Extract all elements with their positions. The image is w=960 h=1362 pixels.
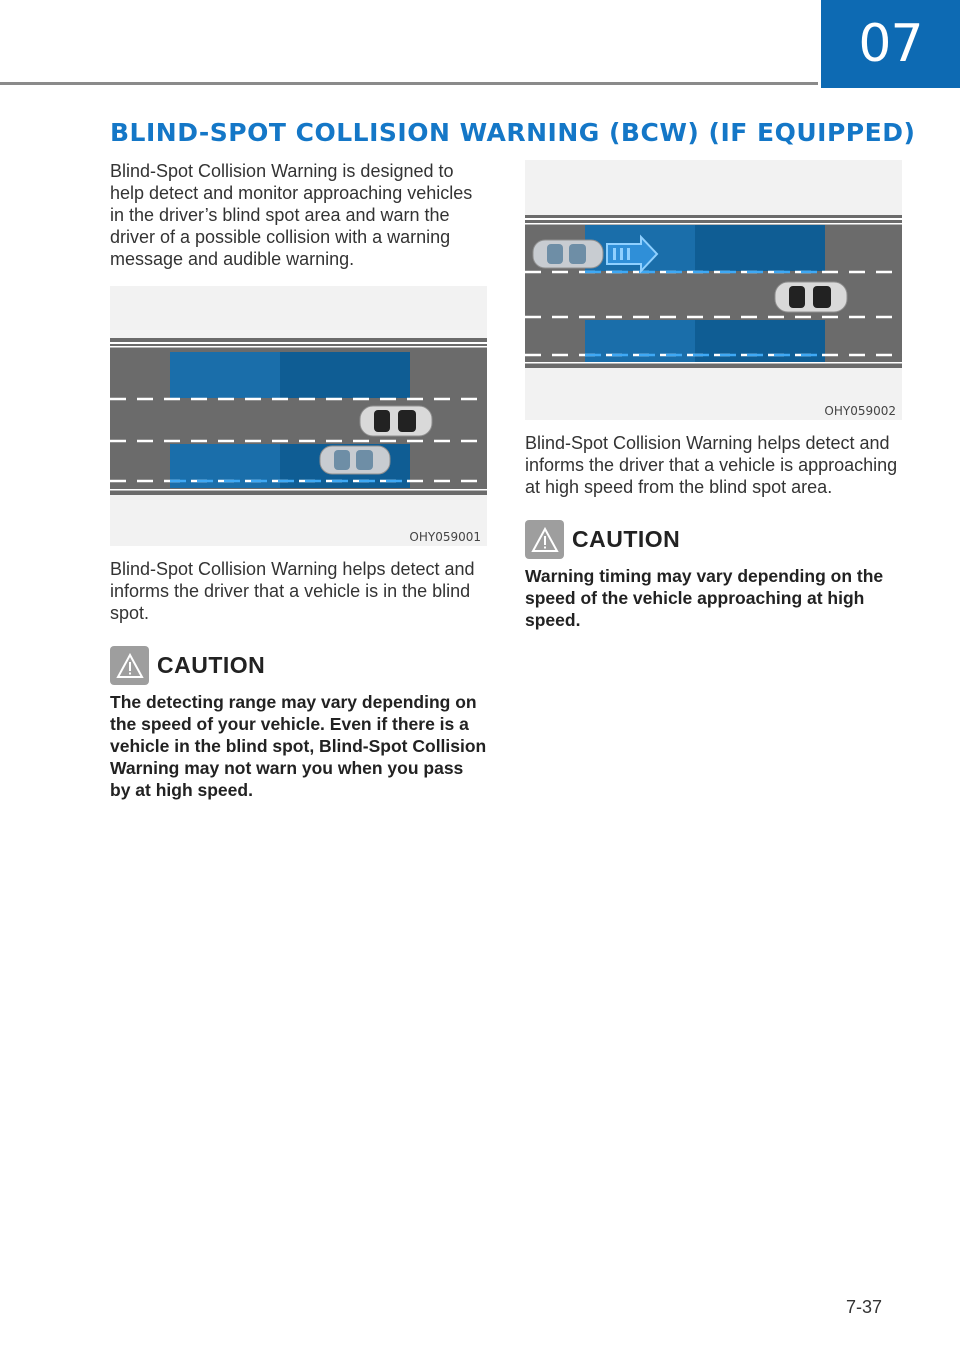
- blind-spot-car: [320, 446, 390, 474]
- figure-code: OHY059002: [824, 404, 896, 418]
- section-title: BLIND-SPOT COLLISION WARNING (BCW) (IF EQUIPPED): [110, 118, 916, 147]
- intro-paragraph: Blind-Spot Collision Warning is designed to help detect and monitor approaching vehicles in the driver’s blind spot area and warn the driver of a possible collision with a warning message and audible warning.: [110, 161, 473, 269]
- caution-label: CAUTION: [157, 652, 266, 678]
- host-car: [360, 406, 432, 436]
- caution-label: CAUTION: [572, 526, 681, 552]
- caution-text: The detecting range may vary depending on the speed of your vehicle. Even if there is a vehicle in the blind spot, Blind-Spot Collision Warning may not warn you when you pass by at high speed.: [110, 692, 487, 800]
- page-number: 7-37: [846, 1297, 883, 1317]
- warning-triangle-icon: [531, 527, 559, 553]
- host-car: [775, 282, 847, 312]
- right-column: [525, 160, 903, 631]
- figure-approaching-vehicle: [525, 160, 902, 420]
- left-column: [110, 160, 488, 801]
- figure-code: OHY059001: [409, 530, 481, 544]
- approaching-vehicle-illustration: [525, 160, 902, 420]
- figure-blind-spot: [110, 286, 487, 546]
- figure-caption: Blind-Spot Collision Warning helps detect and informs the driver that a vehicle is approaching at high speed from the blind spot area.: [525, 433, 898, 497]
- blind-spot-illustration: [110, 286, 487, 546]
- caution-icon-box: [110, 646, 149, 685]
- caution-header: [525, 520, 903, 559]
- caution-header: [110, 646, 488, 685]
- chapter-tab: 07: [821, 0, 960, 88]
- caution-icon-box: [525, 520, 564, 559]
- warning-triangle-icon: [116, 653, 144, 679]
- header-rule: [0, 82, 818, 85]
- caution-text: Warning timing may vary depending on the speed of the vehicle approaching at high speed.: [525, 566, 884, 630]
- approaching-car: [533, 240, 603, 268]
- figure-caption: Blind-Spot Collision Warning helps detect and informs the driver that a vehicle is in the blind spot.: [110, 559, 475, 623]
